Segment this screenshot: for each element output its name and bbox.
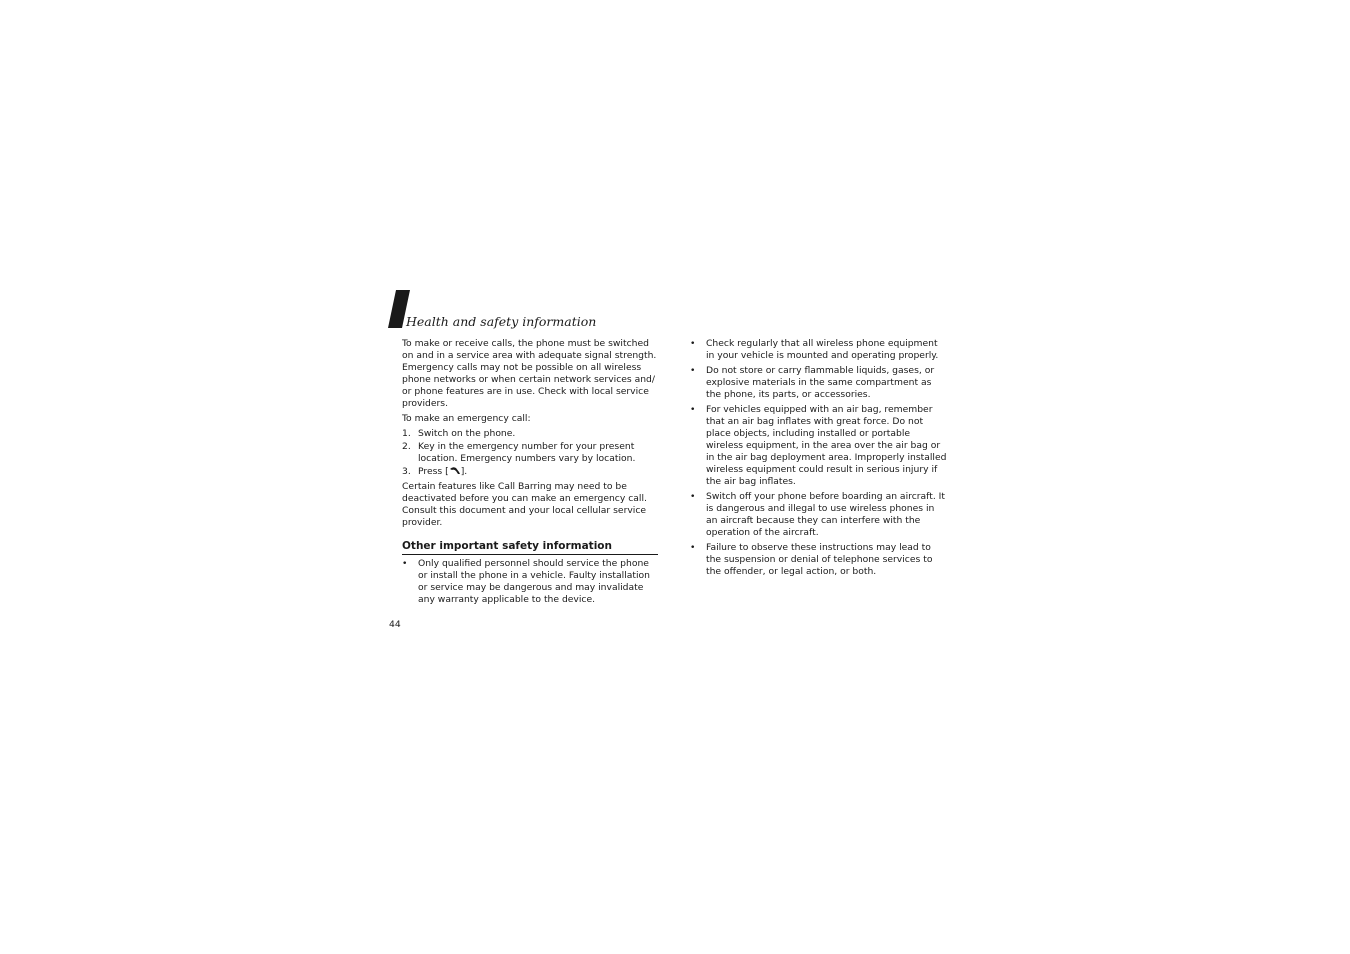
step-text <box>418 466 467 478</box>
list-item <box>402 441 660 465</box>
bullet-text: Switch off your phone before boarding an aircraft. It is dangerous and illegal to use wireless phones in an aircraft because they can interfere with the operation of the aircraft. <box>706 491 945 538</box>
steps-lead: To make an emergency call: <box>402 413 531 424</box>
bullet-text: For vehicles equipped with an air bag, remember that an air bag inflates with great force. Do not place objects, including installed or portable wireless equipment, in the area over the air bag or in the air bag deployment area. Improperly installed wireless equipment could result in serious injury if the air bag inflates. <box>706 404 947 487</box>
bullet-dot: • <box>690 338 696 349</box>
call-key-icon <box>449 466 461 475</box>
left-column <box>402 338 660 609</box>
list-item <box>402 428 660 440</box>
list-item <box>402 558 660 606</box>
page-number: 44 <box>389 619 401 630</box>
bullet-dot: • <box>690 365 696 376</box>
left-bullet-list <box>402 558 660 606</box>
list-item <box>690 491 948 539</box>
list-item <box>690 365 948 401</box>
list-item <box>690 542 948 578</box>
features-note: Certain features like Call Barring may need to be deactivated before you can make an emergency call. Consult this document and your local cellular service provider. <box>402 481 647 528</box>
emergency-steps-list <box>402 428 660 478</box>
step-text-before: Press [ <box>418 466 449 477</box>
bullet-text: Failure to observe these instructions may lead to the suspension or denial of telephone services to the offender, or legal action, or both. <box>706 542 933 577</box>
step-text: Switch on the phone. <box>418 428 516 439</box>
intro-paragraph: To make or receive calls, the phone must be switched on and in a service area with adequate signal strength. Emergency calls may not be possible on all wireless phone networks or when certain network services and/ or phone features are in use. Check with local service providers. <box>402 338 657 409</box>
step-number: 2. <box>402 441 411 452</box>
section-heading: Other important safety information <box>402 540 658 555</box>
step-text-after: ]. <box>460 466 468 477</box>
step-number: 1. <box>402 428 411 439</box>
bullet-dot: • <box>402 558 408 569</box>
list-item <box>690 338 948 362</box>
step-text: Key in the emergency number for your present location. Emergency numbers vary by location. <box>418 441 636 464</box>
right-column <box>690 338 948 581</box>
step-number: 3. <box>402 466 411 477</box>
bullet-text: Do not store or carry flammable liquids, gases, or explosive materials in the same compartment as the phone, its parts, or accessories. <box>706 365 935 400</box>
list-item <box>690 404 948 488</box>
bullet-dot: • <box>690 542 696 553</box>
bullet-dot: • <box>690 404 696 415</box>
bullet-text: Check regularly that all wireless phone equipment in your vehicle is mounted and operating properly. <box>706 338 939 361</box>
right-bullet-list <box>690 338 948 578</box>
bullet-dot: • <box>690 491 696 502</box>
list-item <box>402 466 660 478</box>
header-title: Health and safety information <box>406 314 597 329</box>
bullet-text: Only qualified personnel should service the phone or install the phone in a vehicle. Faulty installation or service may be dangerous and may invalidate any warranty applicable to the device. <box>418 558 650 605</box>
